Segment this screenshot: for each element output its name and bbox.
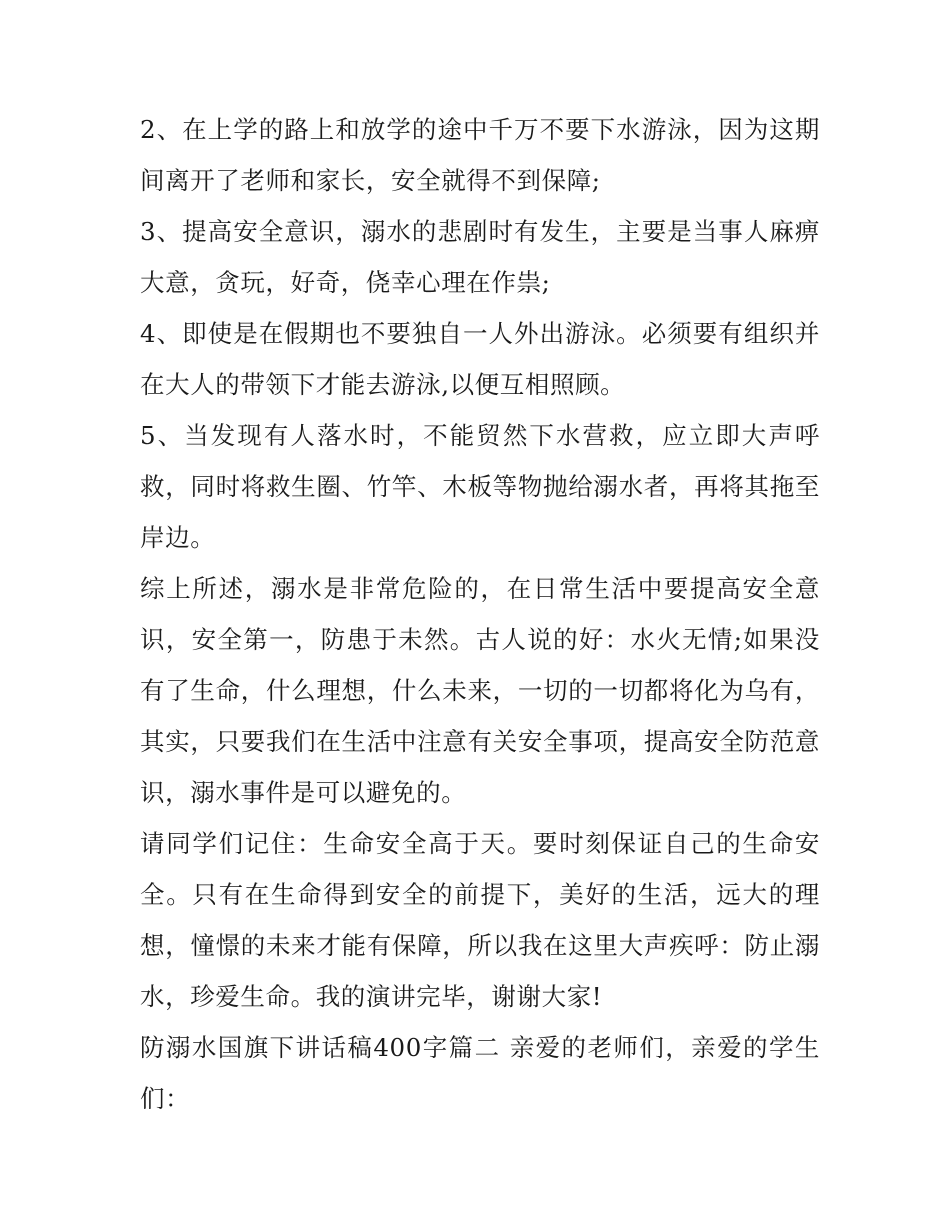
paragraph-safety-tip-3: 3、提高安全意识，溺水的悲剧时有发生，主要是当事人麻痹大意，贪玩，好奇，侥幸心理在作祟; (140, 217, 820, 297)
paragraph-safety-tip-5: 5、当发现有人落水时，不能贸然下水营救，应立即大声呼救，同时将救生圈、竹竿、木板等物抛给溺水者，再将其拖至岸边。 (140, 421, 820, 552)
paragraph-closing-appeal: 请同学们记住：生命安全高于天。要时刻保证自己的生命安全。只有在生命得到安全的前提下，美好的生活，远大的理想，憧憬的未来才能有保障，所以我在这里大声疾呼：防止溺水，珍爱生命。我的演讲完毕，谢谢大家! (140, 829, 820, 1011)
document-body (140, 104, 820, 1124)
paragraph-safety-tip-2: 2、在上学的路上和放学的途中千万不要下水游泳，因为这期间离开了老师和家长，安全就得不到保障; (140, 115, 820, 195)
paragraph-summary: 综上所述，溺水是非常危险的，在日常生活中要提高安全意识，安全第一，防患于未然。古人说的好：水火无情;如果没有了生命，什么理想，什么未来，一切的一切都将化为乌有，其实，只要我们在生活中注意有关安全事项，提高安全防范意识，溺水事件是可以避免的。 (140, 574, 820, 807)
paragraph-next-speech-heading: 防溺水国旗下讲话稿400字篇二 亲爱的老师们，亲爱的学生们： (140, 1033, 820, 1113)
paragraph-safety-tip-4: 4、即使是在假期也不要独自一人外出游泳。必须要有组织并在大人的带领下才能去游泳,以便互相照顾。 (140, 319, 820, 399)
